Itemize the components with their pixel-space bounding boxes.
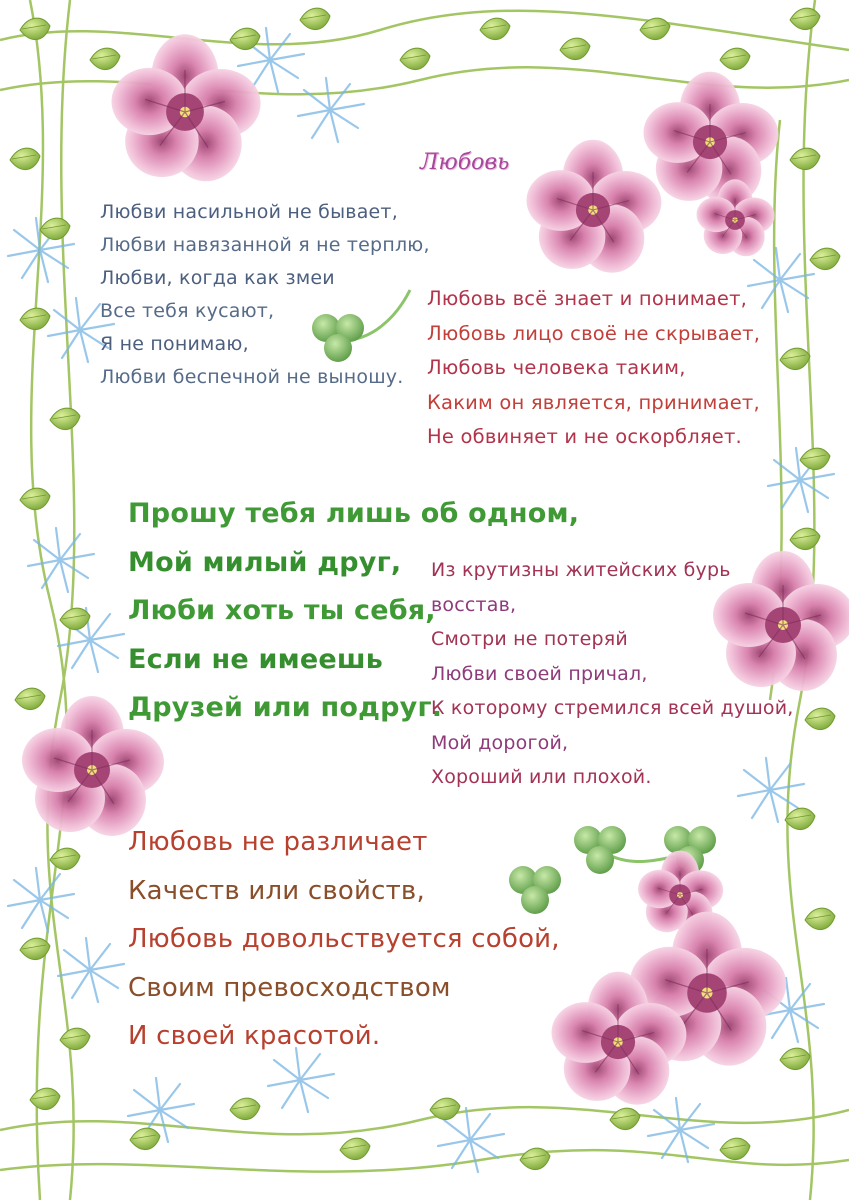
poem-line: Не обвиняет и не оскорбляет. <box>427 425 742 448</box>
poem-line: И своей красотой. <box>128 1021 381 1051</box>
poem-line: Мой дорогой, <box>431 731 569 754</box>
poem-line: Друзей или подруг. <box>128 692 443 723</box>
poem-line: Любви беспечной не выношу. <box>100 366 404 388</box>
poem-line: Своим превосходством <box>128 972 451 1003</box>
stanza-5 <box>128 818 560 1061</box>
poem-line: Любовь довольствуется собой, <box>128 924 560 954</box>
stanza-4 <box>431 553 794 795</box>
poem-line: Мой милый друг, <box>128 546 402 578</box>
poem-line: Любви, когда как змеи <box>100 267 335 289</box>
poem-line: Любви насильной не бывает, <box>100 201 398 223</box>
poem-line: Каким он является, принимает, <box>427 390 760 414</box>
poem-line: Все тебя кусают, <box>100 300 275 322</box>
poem-title: Любовь <box>420 150 510 175</box>
poem-line: Любовь всё знает и понимает, <box>427 287 748 310</box>
poem-line: Любви своей причал, <box>431 662 648 685</box>
poem-line: Из крутизны житейских бурь <box>431 559 731 581</box>
poem-line: Любовь лицо своё не скрывает, <box>427 321 761 345</box>
poem-line: Люби хоть ты себя, <box>128 595 436 626</box>
poem-line: Любовь человека таким, <box>427 356 686 379</box>
poem-line: Качеств или свойств, <box>128 875 425 906</box>
poem-line: восстав, <box>431 593 517 616</box>
poem-line: Хороший или плохой. <box>431 766 652 788</box>
poem-line: Прошу тебя лишь об одном, <box>128 498 580 529</box>
poem-line: Смотри не потеряй <box>431 628 628 650</box>
poem-line: Любовь не различает <box>128 827 428 857</box>
poem-line: Я не понимаю, <box>100 333 249 355</box>
poem-line: Если не имеешь <box>128 643 384 675</box>
poem-line: К которому стремился всей душой, <box>431 697 794 719</box>
poem-line: Любви навязанной я не терплю, <box>100 234 430 256</box>
stanza-1 <box>100 196 430 394</box>
stanza-2 <box>427 282 760 455</box>
